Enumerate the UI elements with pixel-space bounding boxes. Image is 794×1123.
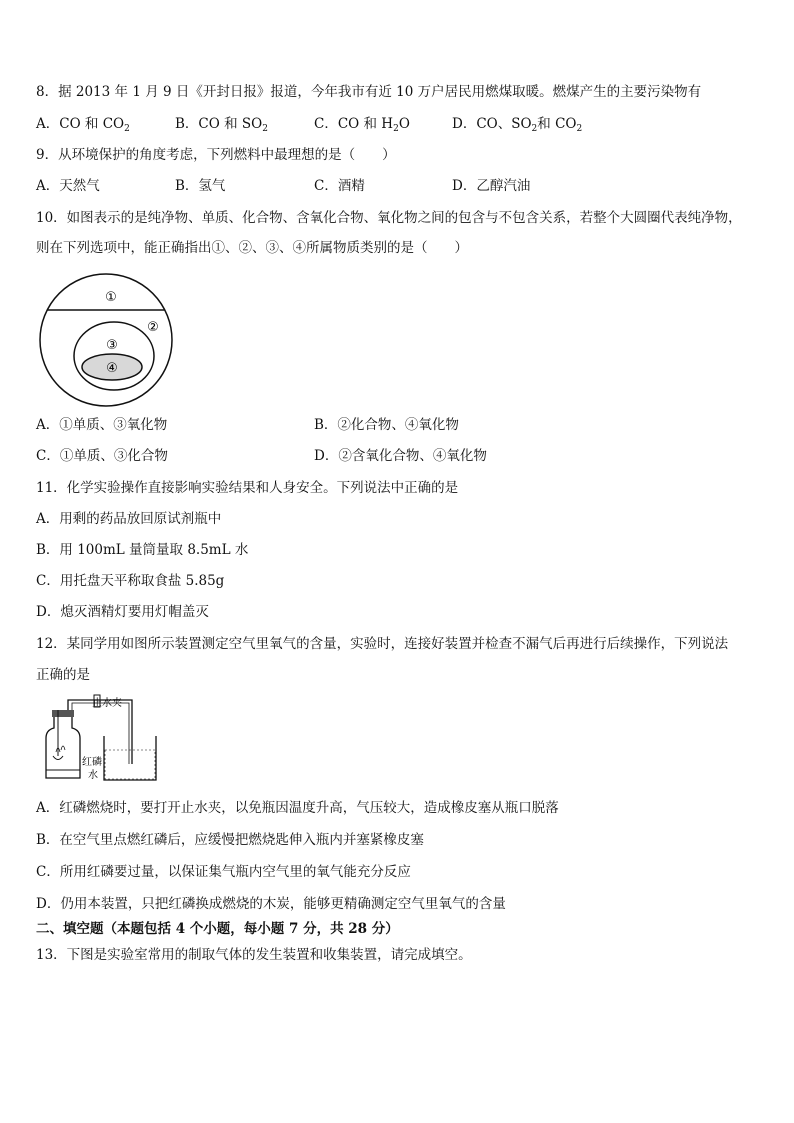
combustion-spoon-cup <box>53 756 63 760</box>
q13-stem: 13．下图是实验室常用的制取气体的发生装置和收集装置，请完成填空。 <box>36 947 472 963</box>
label-1: ① <box>105 290 117 305</box>
q10-option-d: D．②含氧化合物、④氧化物 <box>314 448 487 464</box>
q12-option-c: C．所用红磷要过量，以保证集气瓶内空气里的氧气能充分反应 <box>36 864 411 880</box>
rubber-stopper <box>52 710 74 717</box>
q11-option-d: D．熄灭酒精灯要用灯帽盖灭 <box>36 604 209 620</box>
label-3: ③ <box>106 338 118 353</box>
beaker <box>104 736 156 780</box>
section-2-heading: 二、填空题（本题包括 4 个小题，每小题 7 分，共 28 分） <box>36 921 399 937</box>
q8-option-b-subscript: 2 <box>262 124 268 134</box>
q8-option-b <box>175 115 268 133</box>
q9-option-d: D．乙醇汽油 <box>452 178 531 194</box>
q12-option-d: D．仍用本装置，只把红磷换成燃烧的木炭，能够更精确测定空气里氧气的含量 <box>36 896 506 912</box>
q8-option-d-middle: 和 CO <box>537 116 577 132</box>
q12-stem-line-1: 12．某同学用如图所示装置测定空气里氧气的含量，实验时，连接好装置并检查不漏气后再进行后续操作，下列说法 <box>36 636 729 652</box>
q11-option-a: A．用剩的药品放回原试剂瓶中 <box>36 511 222 527</box>
q11-stem: 11．化学实验操作直接影响实验结果和人身安全。下列说法中正确的是 <box>36 480 459 496</box>
q12-apparatus-diagram <box>36 692 174 788</box>
gas-bottle <box>46 716 80 778</box>
water-label: 水 <box>88 770 98 781</box>
q12-option-a: A．红磷燃烧时，要打开止水夹，以免瓶因温度升高，气压较大，造成橡皮塞从瓶口脱落 <box>36 800 559 816</box>
q10-stem-line-2: 则在下列选项中，能正确指出①、②、③、④所属物质类别的是（ ） <box>36 240 468 256</box>
q8-option-d-text: D．CO、SO <box>452 116 532 132</box>
q12-stem-line-2: 正确的是 <box>36 667 90 683</box>
q8-option-d-subscript-1: 2 <box>531 124 538 134</box>
q8-option-c <box>314 115 410 133</box>
beaker-water <box>105 750 155 779</box>
q8-option-b-text: B．CO 和 SO <box>175 116 263 132</box>
label-4: ④ <box>106 361 118 376</box>
q8-option-d-subscript-2: 2 <box>576 124 583 134</box>
q8-stem: 8．据 2013 年 1 月 9 日《开封日报》报道，今年我市有近 10 万户居民用燃煤取暖。燃煤产生的主要污染物有 <box>36 84 702 100</box>
q9-stem: 9．从环境保护的角度考虑，下列燃料中最理想的是（ ） <box>36 147 396 163</box>
q8-option-c-subscript: 2 <box>393 124 399 134</box>
q10-option-b: B．②化合物、④氧化物 <box>314 417 459 433</box>
q10-stem-line-1: 10．如图表示的是纯净物、单质、化合物、含氧化合物、氧化物之间的包含与不包含关系，若整个大圆圈代表纯净物， <box>36 210 742 226</box>
q9-option-b: B．氢气 <box>175 178 226 194</box>
phosphorus-label: 红磷 <box>82 757 102 768</box>
q8-option-a-text: A．CO 和 CO <box>36 116 125 132</box>
q8-option-c-suffix: O <box>398 116 410 132</box>
flame-icon <box>56 746 65 752</box>
label-2: ② <box>147 320 159 335</box>
q11-option-c: C．用托盘天平称取食盐 5.85g <box>36 573 225 589</box>
q12-option-b: B．在空气里点燃红磷后，应缓慢把燃烧匙伸入瓶内并塞紧橡皮塞 <box>36 832 424 848</box>
clamp-label: 止水夹 <box>92 698 122 709</box>
q11-option-b: B．用 100mL 量筒量取 8.5mL 水 <box>36 542 249 558</box>
q8-option-a-subscript: 2 <box>124 124 130 134</box>
q8-option-c-text: C．CO 和 H <box>314 116 394 132</box>
q10-option-c: C．①单质、③化合物 <box>36 448 168 464</box>
q10-nested-circles-diagram <box>36 270 176 410</box>
q8-option-a <box>36 115 130 133</box>
q8-option-d <box>452 115 582 133</box>
q9-option-c: C．酒精 <box>314 178 365 194</box>
q9-option-a: A．天然气 <box>36 178 100 194</box>
q10-option-a: A．①单质、③氧化物 <box>36 417 168 433</box>
